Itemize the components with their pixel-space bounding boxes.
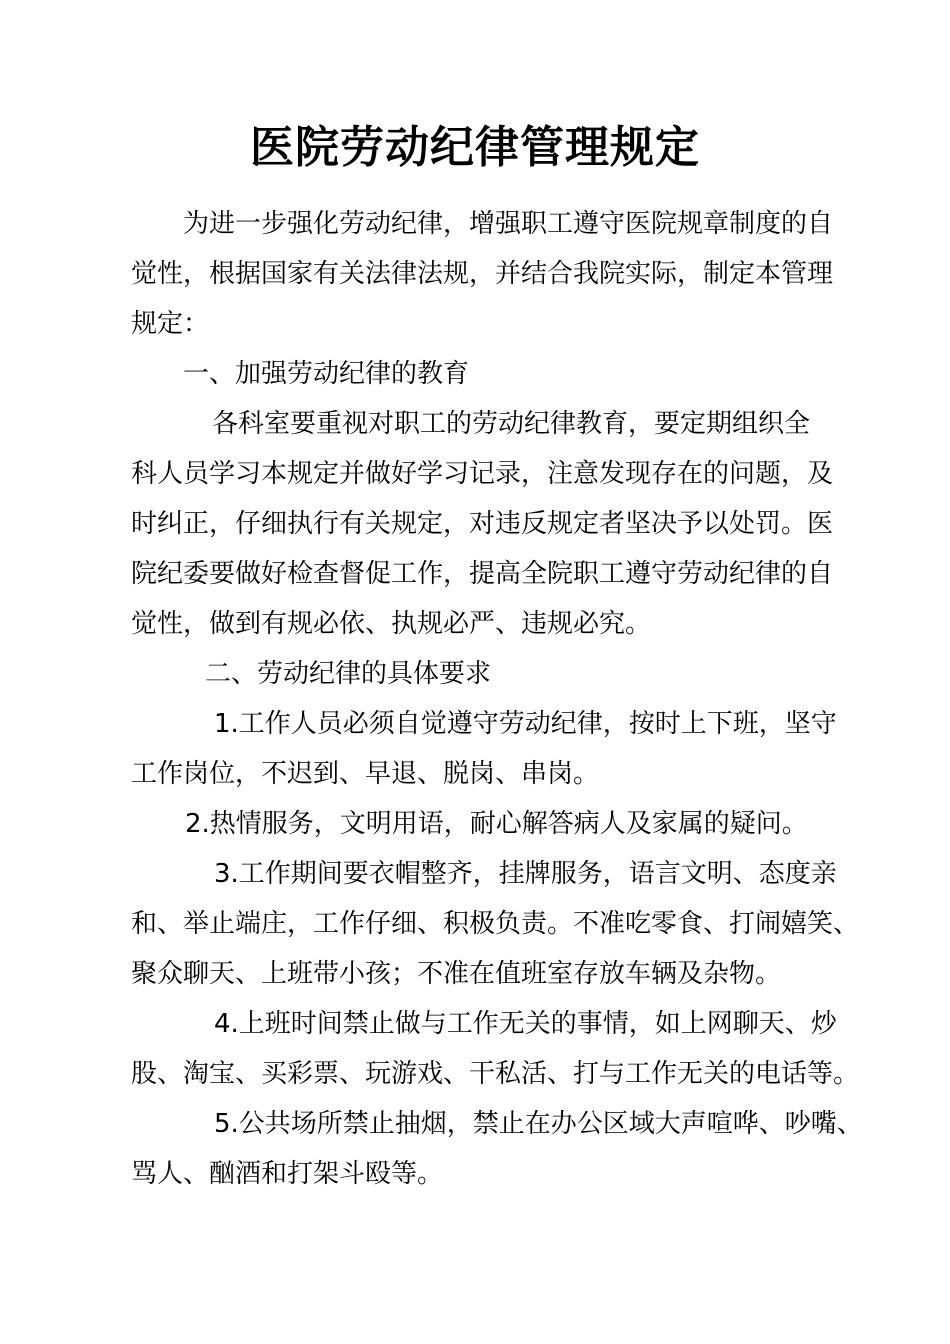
paragraph-line: 时纠正，仔细执行有关规定，对违反规定者坚决予以处罚。医 — [131, 509, 834, 539]
paragraph-line: 3.工作期间要衣帽整齐，挂牌服务，语言文明、态度亲 — [214, 859, 837, 889]
paragraph-line: 骂人、酗酒和打架斗殴等。 — [131, 1159, 444, 1189]
paragraph-line: 1.工作人员必须自觉遵守劳动纪律，按时上下班，坚守 — [214, 709, 837, 739]
section-heading: 一、加强劳动纪律的教育 — [183, 359, 470, 389]
paragraph-line: 2.热情服务，文明用语，耐心解答病人及家属的疑问。 — [185, 809, 808, 839]
paragraph-line: 和、举止端庄，工作仔细、积极负责。不准吃零食、打闹嬉笑、 — [131, 909, 860, 939]
document-title: 医院劳动纪律管理规定 — [250, 122, 700, 173]
paragraph-line: 觉性，根据国家有关法律法规，并结合我院实际，制定本管理 — [131, 259, 834, 289]
paragraph-line: 规定： — [131, 309, 210, 339]
paragraph-line: 科人员学习本规定并做好学习记录，注意发现存在的问题，及 — [131, 459, 834, 489]
paragraph-line: 5.公共场所禁止抽烟，禁止在办公区域大声喧哗、吵嘴、 — [214, 1109, 863, 1139]
paragraph-line: 觉性，做到有规必依、执规必严、违规必究。 — [131, 609, 652, 639]
paragraph-line: 聚众聊天、上班带小孩；不准在值班室存放车辆及杂物。 — [131, 959, 782, 989]
paragraph-line: 工作岗位，不迟到、早退、脱岗、串岗。 — [131, 759, 600, 789]
paragraph-line: 股、淘宝、买彩票、玩游戏、干私活、打与工作无关的电话等。 — [131, 1059, 860, 1089]
paragraph-line: 院纪委要做好检查督促工作，提高全院职工遵守劳动纪律的自 — [131, 559, 834, 589]
paragraph-line: 各科室要重视对职工的劳动纪律教育，要定期组织全 — [212, 409, 811, 439]
paragraph-line: 为进一步强化劳动纪律，增强职工遵守医院规章制度的自 — [183, 209, 834, 239]
paragraph-line: 4.上班时间禁止做与工作无关的事情，如上网聊天、炒 — [214, 1009, 837, 1039]
section-heading: 二、劳动纪律的具体要求 — [205, 659, 492, 689]
